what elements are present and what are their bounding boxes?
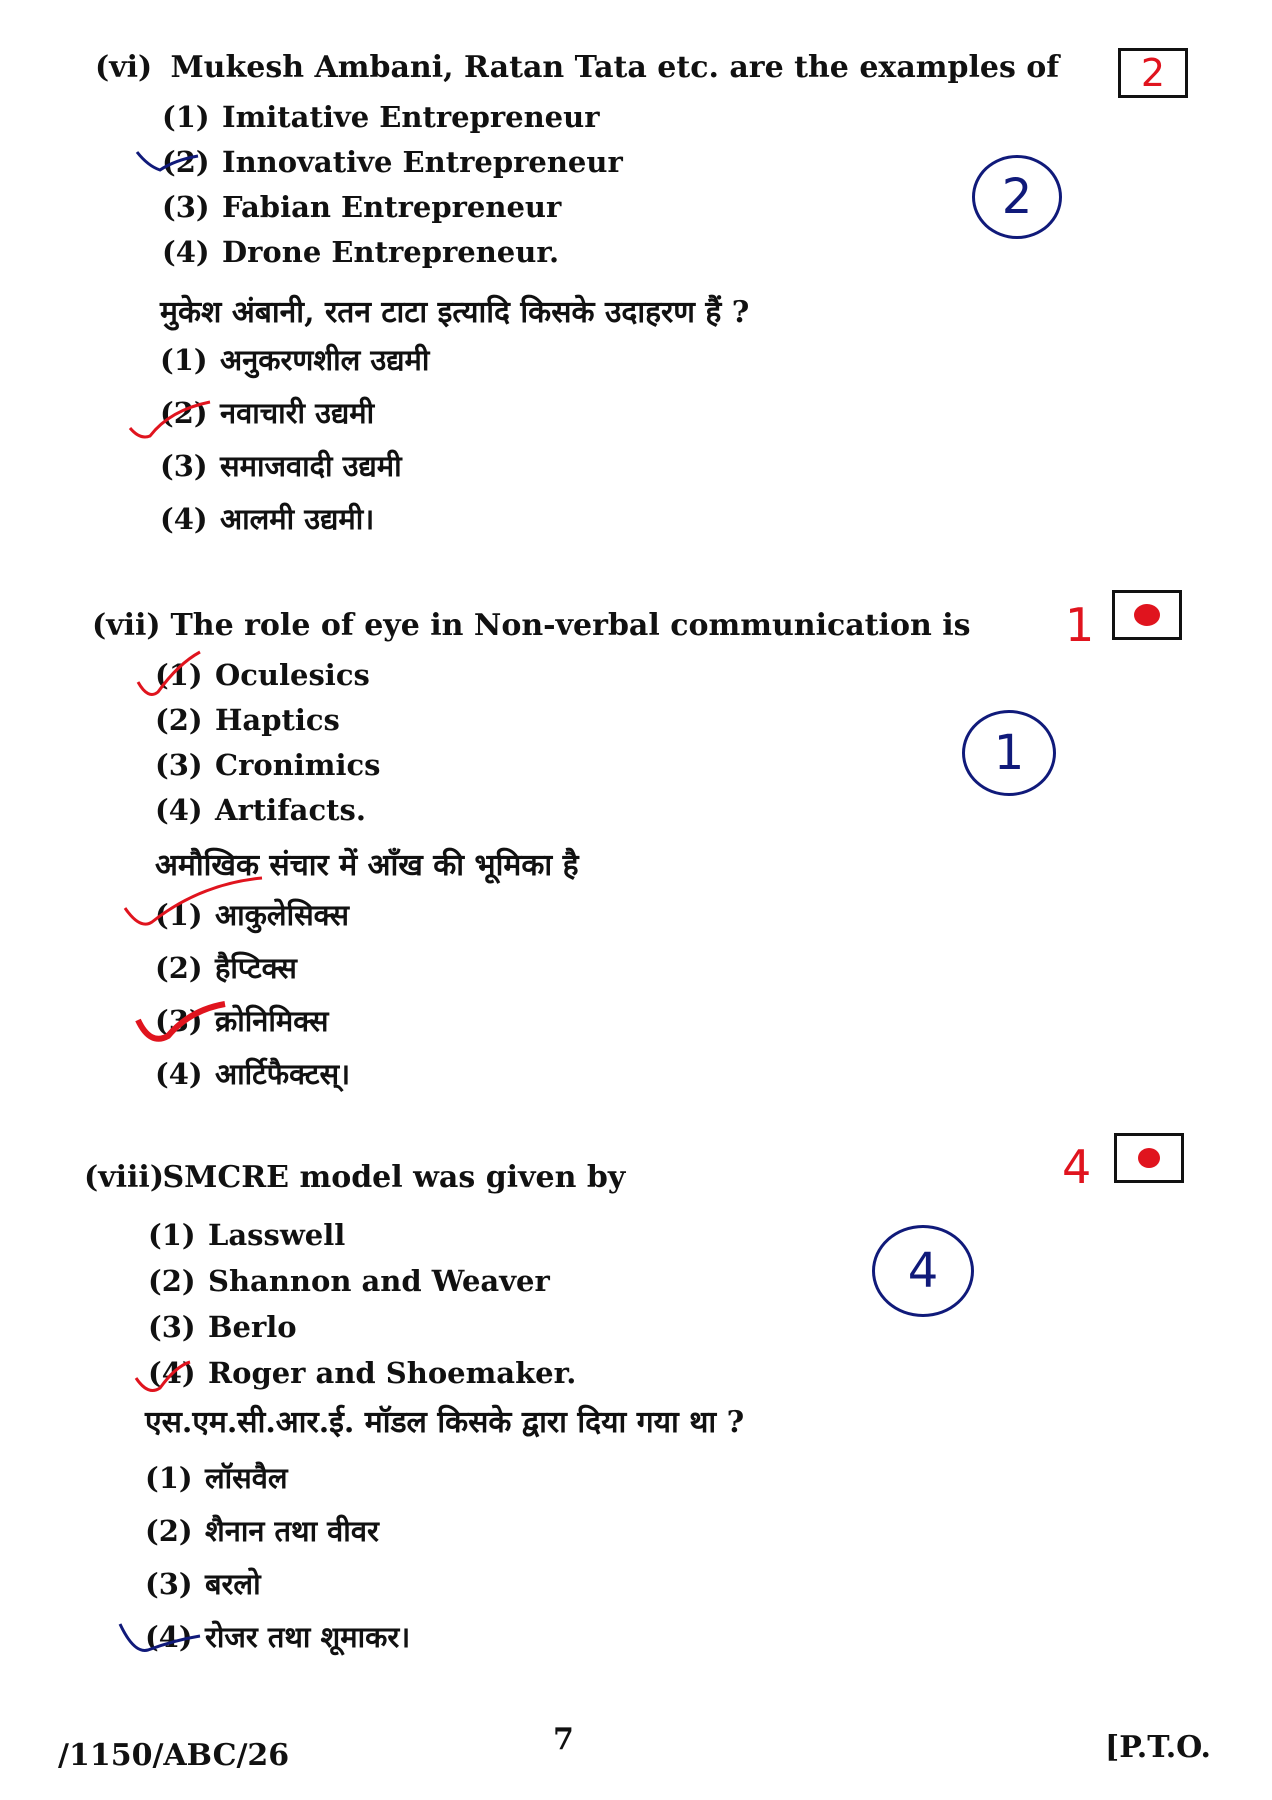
q7-option-en-3: (3) Cronimics [155, 748, 381, 782]
q8-option-hi-3: (3) बरलो [145, 1567, 261, 1601]
q7-option-en-4: (4) Artifacts. [155, 793, 366, 827]
paper-code: /1150/ABC/26 [58, 1738, 290, 1773]
question-number: (vi) [95, 50, 153, 85]
q8-option-hi-1: (1) लॉसवैल [145, 1461, 288, 1495]
q7-option-hi-3: (3) क्रोनिमिक्स [155, 1004, 329, 1038]
question-6-hi: मुकेश अंबानी, रतन टाटा इत्यादि किसके उदाहरण हैं ? [160, 295, 750, 330]
question-8-en [84, 1160, 625, 1195]
question-7-en [92, 608, 971, 643]
q7-circled-answer: 1 [962, 710, 1056, 796]
question-7-hi: अमौखिक संचार में आँख की भूमिका है [155, 848, 579, 883]
question-8-hi: एस.एम.सी.आर.ई. मॉडल किसके द्वारा दिया गया था ? [145, 1405, 745, 1440]
q8-option-en-2: (2) Shannon and Weaver [148, 1264, 550, 1298]
q8-option-en-1: (1) Lasswell [148, 1218, 346, 1252]
q6-option-hi-2: (2) नवाचारी उद्यमी [160, 396, 375, 430]
question-6-en [95, 50, 1059, 85]
q7-option-en-1: (1) Oculesics [155, 658, 370, 692]
q7-mark-box [1112, 590, 1182, 640]
question-text: The role of eye in Non-verbal communication is [170, 608, 971, 643]
q7-option-hi-4: (4) आर्टिफैक्टस्। [155, 1057, 351, 1091]
q8-option-hi-2: (2) शैनान तथा वीवर [145, 1514, 379, 1548]
q6-option-en-3: (3) Fabian Entrepreneur [162, 190, 562, 224]
q7-red-mark: 1 [1065, 598, 1095, 652]
q8-option-en-4: (4) Roger and Shoemaker. [148, 1356, 577, 1390]
q6-box-mark: 2 [1140, 51, 1166, 95]
q6-option-hi-3: (3) समाजवादी उद्यमी [160, 449, 402, 483]
q6-option-en-4: (4) Drone Entrepreneur. [162, 235, 560, 269]
question-text: SMCRE model was given by [162, 1160, 626, 1195]
q7-option-hi-1: (1) आकुलेसिक्स [155, 898, 349, 932]
q6-option-en-1: (1) Imitative Entrepreneur [162, 100, 600, 134]
q8-option-hi-4: (4) रोजर तथा शूमाकर। [145, 1620, 411, 1654]
q8-option-en-3: (3) Berlo [148, 1310, 297, 1344]
q8-circled-answer: 4 [872, 1225, 974, 1317]
q6-option-hi-1: (1) अनुकरणशील उद्यमी [160, 343, 430, 377]
question-number: (viii) [84, 1160, 165, 1195]
q8-mark-box [1114, 1133, 1184, 1183]
red-ink-blot [1138, 1148, 1160, 1168]
q6-circled-answer: 2 [972, 155, 1062, 239]
q7-option-hi-2: (2) हैप्टिक्स [155, 951, 297, 985]
question-text: Mukesh Ambani, Ratan Tata etc. are the examples of [170, 50, 1060, 85]
question-number: (vii) [92, 608, 161, 643]
q6-option-en-2: (2) Innovative Entrepreneur [162, 145, 623, 179]
page-number: 7 [553, 1722, 574, 1757]
pto-label: [P.T.O. [1105, 1730, 1211, 1765]
q6-mark-box [1118, 48, 1188, 98]
q6-option-hi-4: (4) आलमी उद्यमी। [160, 502, 375, 536]
red-ink-blot [1134, 604, 1160, 626]
q8-red-mark: 4 [1062, 1140, 1092, 1194]
q7-option-en-2: (2) Haptics [155, 703, 340, 737]
